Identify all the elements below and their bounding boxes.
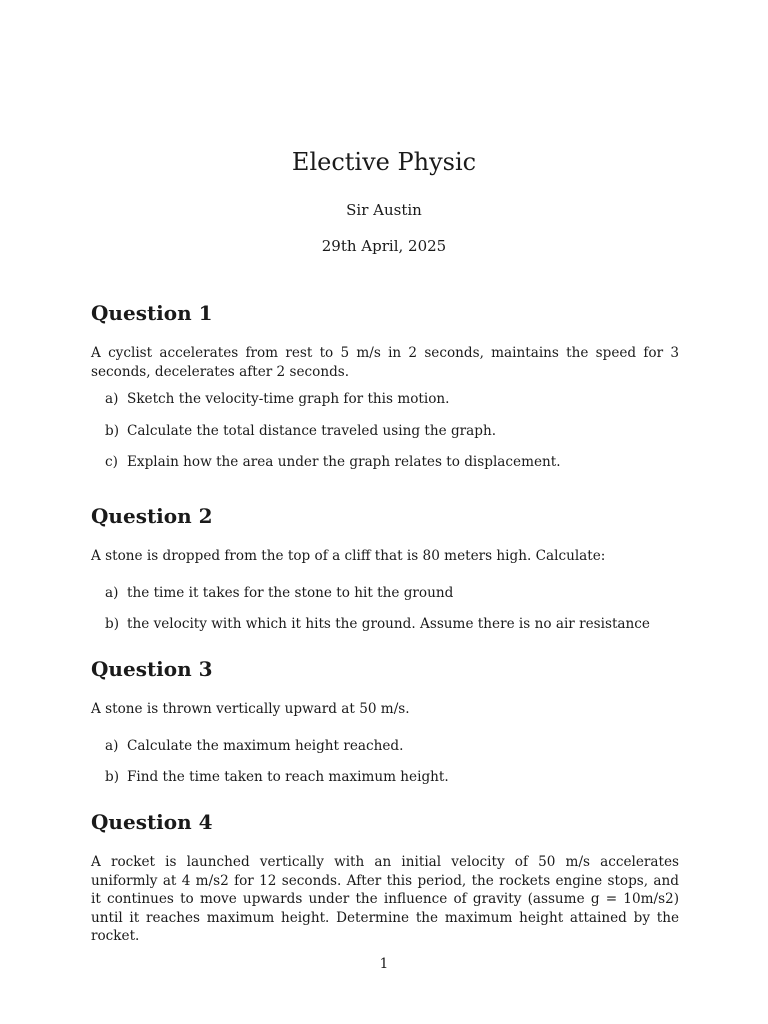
question-heading: Question 4 xyxy=(91,810,213,834)
question-items xyxy=(91,737,679,787)
item-text: the velocity with which it hits the ground. Assume there is no air resistance xyxy=(127,616,650,632)
question-heading: Question 2 xyxy=(91,504,213,528)
list-item xyxy=(91,737,679,756)
question-1 xyxy=(91,300,679,472)
item-text: the time it takes for the stone to hit the ground xyxy=(127,584,454,601)
question-items xyxy=(91,390,679,472)
question-body: A stone is thrown vertically upward at 50 m/s. xyxy=(91,701,410,717)
item-marker: b) xyxy=(105,422,120,439)
list-item xyxy=(91,768,679,787)
document-title: Elective Physic xyxy=(291,148,477,176)
question-heading: Question 3 xyxy=(91,657,213,681)
item-marker: a) xyxy=(105,584,119,601)
list-item xyxy=(91,453,679,472)
item-marker: c) xyxy=(105,454,118,470)
list-item xyxy=(91,390,679,409)
item-text: Sketch the velocity-time graph for this motion. xyxy=(127,391,450,407)
question-heading: Question 1 xyxy=(91,301,213,325)
item-marker: b) xyxy=(105,616,120,632)
item-text: Explain how the area under the graph relates to displacement. xyxy=(127,454,561,470)
item-text: Calculate the total distance traveled using the graph. xyxy=(127,422,497,439)
list-item xyxy=(91,615,679,634)
list-item xyxy=(91,584,679,603)
question-items xyxy=(91,584,679,634)
item-marker: a) xyxy=(105,391,119,407)
item-marker: b) xyxy=(105,769,120,785)
question-body: A stone is dropped from the top of a cliff that is 80 meters high. Calculate: xyxy=(91,548,606,564)
list-item xyxy=(91,422,679,441)
item-text: Find the time taken to reach maximum height. xyxy=(127,769,449,785)
question-2 xyxy=(91,503,679,634)
question-4 xyxy=(91,809,679,946)
item-text: Calculate the maximum height reached. xyxy=(127,737,404,754)
page-number: 1 xyxy=(379,956,389,972)
question-body: A rocket is launched vertically with an initial velocity of 50 m/s accelerates uniformly at 4 m/s2 for 12 seconds. After this period, the rockets engine stops, and it continues to move upwards under the influence of gravity (assume g = 10m/s2) until it reaches maximum height. Determine the maximum height attained by the rocket. xyxy=(91,854,679,944)
question-3 xyxy=(91,656,679,787)
question-body: A cyclist accelerates from rest to 5 m/s in 2 seconds, maintains the speed for 3 seconds, decelerates after 2 seconds. xyxy=(91,345,679,380)
document-author: Sir Austin xyxy=(346,201,422,219)
document-date: 29th April, 2025 xyxy=(321,237,447,255)
item-marker: a) xyxy=(105,737,119,754)
